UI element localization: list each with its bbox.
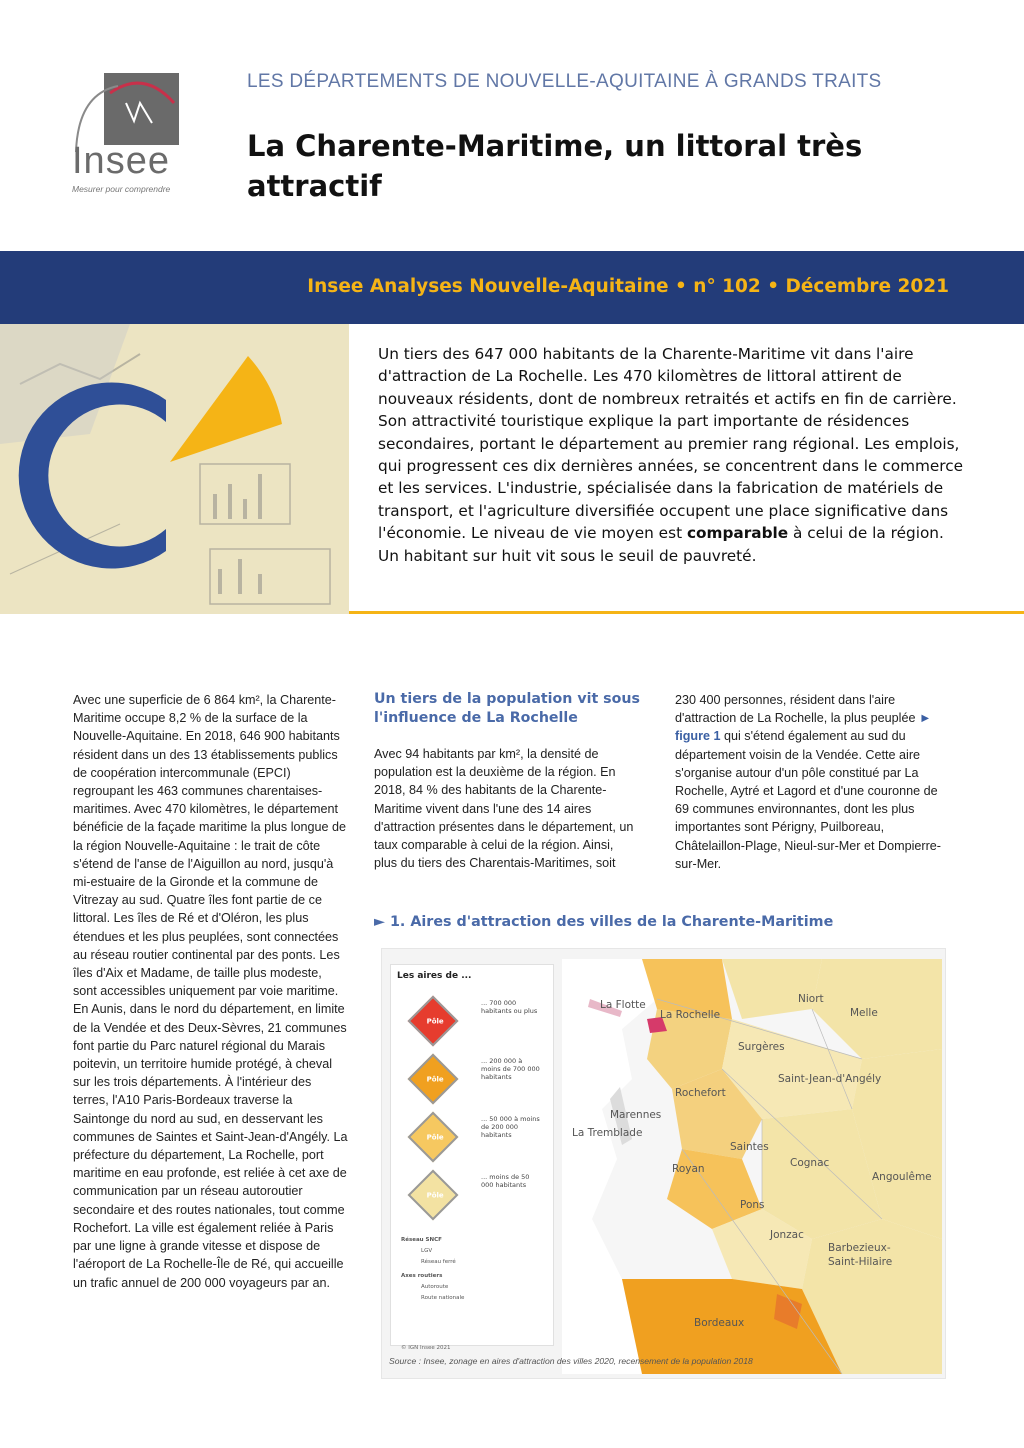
abstract	[378, 343, 968, 567]
legend-auto: Autoroute	[421, 1284, 449, 1290]
map-place-label: Pons	[740, 1199, 765, 1211]
legend-label: ... 200 000 à moins de 700 000 habitants	[481, 1057, 540, 1081]
legend-diamond	[408, 996, 459, 1047]
legend-item	[409, 1169, 559, 1229]
map-place-label: La Rochelle	[660, 1009, 721, 1021]
legend-item	[409, 1053, 559, 1113]
page-title: La Charente-Maritime, un littoral très attractif	[247, 129, 863, 203]
abstract-text-a: Un tiers des 647 000 habitants de la Charente-Maritime vit dans l'aire d'attraction de La Rochelle. Les 470 kilomètres de littoral attirent de nouveaux résidents, dont de nombreux retraités et actifs en fin de carrière. Son attractivité touristique explique la part importante de résidences secondaires, portant le département au premier rang régional. Les emplois, qui progressent ces dix dernières années, se concentrent dans le commerce et les services. L'industrie, spécialisée dans la fabrication de matériels de transport, et l'agriculture diversifiée occupent une place significative dans l'économie. Le niveau de vie moyen est	[378, 345, 964, 543]
map-place-label: Bordeaux	[694, 1317, 745, 1329]
publication-line: Insee Analyses Nouvelle-Aquitaine • n° 102 • Décembre 2021	[307, 276, 949, 297]
legend-diamond	[408, 1054, 459, 1105]
col3-text-a: 230 400 personnes, résident dans l'aire d'attraction de La Rochelle, la plus peuplée	[675, 693, 919, 726]
publication-band	[0, 251, 1024, 324]
hero-chart-icon	[0, 324, 349, 614]
series-kicker: LES DÉPARTEMENTS DE NOUVELLE-AQUITAINE À GRANDS TRAITS	[247, 71, 882, 92]
map-place-label: Marennes	[610, 1109, 662, 1121]
figure-1-link[interactable]: ► figure 1	[675, 711, 932, 744]
section-heading: Un tiers de la population vit sous l'influence de La Rochelle	[374, 691, 640, 726]
legend-item	[409, 995, 559, 1055]
hero-illustration	[0, 324, 349, 614]
legend-label: ... 50 000 à moins de 200 000 habitants	[481, 1115, 540, 1139]
abstract-rule	[349, 611, 1024, 614]
legend-lgv: LGV	[421, 1248, 433, 1254]
body-column-1: Avec une superficie de 6 864 km², la Charente-Maritime occupe 8,2 % de la surface de la Nouvelle-Aquitaine. En 2018, 646 900 habitants résident dans un des 13 établissements publics de coopération intercommunale (EPCI) regroupant les 463 communes charentaises-maritimes. Avec 470 kilomètres, le département bénéficie de la façade maritime la plus longue de la région Nouvelle-Aquitaine : le trait de côte s'étend de l'anse de l'Aiguillon au nord, jusqu'à mi-estuaire de la Gironde et la commune de Vitrezay au sud. Quatre îles font partie de ce littoral. Les îles de Ré et d'Oléron, les plus étendues et les plus peuplées, sont connectées au réseau routier continental par des ponts. Les îles d'Aix et Madame, de taille plus modeste, sont accessibles uniquement par voie maritime. En Aunis, dans le nord du département, en limite de la Vendée et des Deux-Sèvres, 21 communes font partie du Parc naturel régional du Marais poitevin, un territoire humide protégé, à cheval sur les trois départements. À l'intérieur des terres, l'A10 Paris-Bordeaux traverse la Saintonge du nord au sud, en desservant les communes de Saintes et Saint-Jean-d'Angély. La préfecture du département, La Rochelle, port maritime en eau profonde, est reliée à cet axe de communication par un réseau autoroutier secondaire et des routes nationales, tout comme Rochefort. La ville est également reliée à Paris par une ligne à grande vitesse et dispose de l'aéroport de La Rochelle-Île de Ré, qui accueille un trafic annuel de 200 000 voyageurs par an.	[73, 693, 348, 1290]
legend-title: Les aires de ...	[397, 971, 472, 981]
map-place-label: Rochefort	[675, 1087, 726, 1099]
map-place-label: La Tremblade	[572, 1127, 643, 1139]
legend-diamond	[408, 1112, 459, 1163]
map-place-label: Royan	[672, 1163, 705, 1175]
map-place-label: La Flotte	[600, 999, 646, 1011]
map-place-label: Angoulême	[872, 1171, 932, 1183]
map-shapes	[562, 959, 942, 1374]
body-column-2: Avec 94 habitants par km², la densité de population est la deuxième de la région. En 2018, 84 % des habitants de la Charente-Maritime vivent dans l'une des 14 aires d'attraction présentes dans le département, un taux comparable à celui de la région. Ainsi, plus du tiers des Charentais-Maritimes, soit	[374, 747, 634, 871]
logo-tagline: Mesurer pour comprendre	[72, 184, 171, 194]
body-column-3	[675, 691, 950, 873]
insee-logo[interactable]	[70, 70, 185, 200]
legend-item	[409, 1111, 559, 1171]
figure-title: ► 1. Aires d'attraction des villes de la Charente-Maritime	[374, 914, 834, 930]
map-place-label: Melle	[850, 1007, 878, 1019]
abstract-strong: comparable	[686, 524, 789, 543]
map-place-label: Saintes	[730, 1141, 769, 1153]
figure-map	[381, 948, 946, 1379]
map-area	[562, 959, 942, 1374]
map-place-label: Surgères	[738, 1041, 785, 1053]
legend-pole: Pôle	[426, 1191, 444, 1200]
map-place-label: Barbezieux-Saint-Hilaire	[828, 1242, 893, 1268]
legend-nat: Route nationale	[421, 1295, 465, 1301]
figure-source: Source : Insee, zonage en aires d'attraction des villes 2020, recensement de la population 2018	[389, 1356, 753, 1366]
map-place-label: Niort	[798, 993, 824, 1005]
legend-roads: Axes routiers	[401, 1273, 443, 1279]
logo-word: Insee	[72, 140, 170, 182]
legend-pole: Pôle	[426, 1017, 444, 1026]
legend-label: ... moins de 50 000 habitants	[481, 1173, 530, 1189]
legend-diamond	[408, 1170, 459, 1221]
map-place-label: Cognac	[790, 1157, 830, 1169]
map-place-label: Jonzac	[770, 1229, 804, 1241]
col3-text-b: qui s'étend également au sud du département voisin de la Vendée. Cette aire s'organise autour d'un pôle constitué par La Rochelle, Aytré et Lagord et d'une couronne de 69 communes environnantes, dont les plus importantes sont Périgny, Puilboreau, Châtelaillon-Plage, Nieul-sur-Mer et Dompierre-sur-Mer.	[675, 729, 941, 871]
legend-label: ... 700 000 habitants ou plus	[481, 999, 538, 1015]
legend-ferre: Réseau ferré	[421, 1259, 456, 1265]
abstract-text-b: à celui de la région. Un habitant sur huit vit sous le seuil de pauvreté.	[378, 524, 944, 565]
map-place-label: Saint-Jean-d'Angély	[778, 1073, 882, 1085]
map-credit: © IGN Insee 2021	[401, 1345, 451, 1351]
legend-pole: Pôle	[426, 1133, 444, 1142]
legend-network: Réseau SNCF	[401, 1237, 442, 1243]
legend-pole: Pôle	[426, 1075, 444, 1084]
map-legend	[390, 964, 554, 1351]
